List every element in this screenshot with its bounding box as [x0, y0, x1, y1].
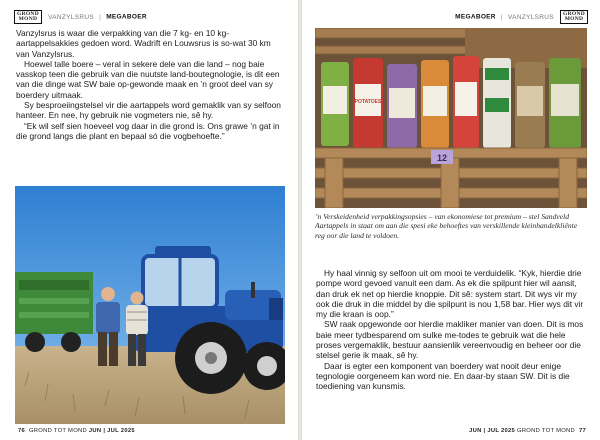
- potato-bag: [515, 62, 545, 148]
- paragraph: Hoewel talle boere – veral in sekere dele van die land – nog baie vasskop teen die gebruik van die nuutste land-boutegnologie, is dit een van die dinge wat SW baie op-gewonde maak en ’n groot deel van sy boerdery uitmaak.: [16, 58, 280, 100]
- issue-date: JUN | JUL 2025: [469, 428, 516, 434]
- category-label: MEGABOER: [455, 13, 496, 21]
- paragraph: Sy besproeiingstelsel vir die aartappels word gemaklik van sy selfoon hanteer. En nee, hy gebruik nie vogmeters nie, sê hy.: [16, 100, 281, 121]
- potato-bag: [453, 56, 479, 148]
- right-page-footer: [469, 428, 588, 434]
- paragraph: “Ek wil self sien hoeveel vog daar in die grond is. Ons grawe ’n gat in die grond langs die plant en bepaal só die vogbehoefte.”: [16, 120, 280, 141]
- left-article-body: [16, 28, 284, 141]
- left-page: [0, 0, 298, 440]
- potato-bag: [321, 62, 349, 146]
- bag-label: POTATOES: [354, 99, 382, 105]
- price-tag-label: 12: [436, 153, 448, 163]
- potato-bags-photo: [315, 28, 587, 208]
- photo-caption: ’n Verskeidenheid verpakkingsopsies – van ekonomiese tot premium – stel Sandveld Aartappels in staat om aan die spesi eke behoeftes van verskillende kleinhandelkliënte reg oor die land te voldoen.: [315, 212, 578, 240]
- section-label: VANZYLSRUS: [48, 13, 94, 21]
- potato-bag: [549, 58, 581, 148]
- page-number: 77: [578, 428, 586, 434]
- left-page-footer: [16, 428, 135, 434]
- page-number: 76: [18, 428, 26, 434]
- issue-date: JUN | JUL 2025: [88, 428, 135, 434]
- price-tag: [431, 150, 453, 164]
- potato-bag: [387, 64, 417, 148]
- magazine-name: GROND TOT MOND: [28, 428, 87, 434]
- section-label: VANZYLSRUS: [508, 13, 554, 21]
- paragraph: Vanzylsrus is waar die verpakking van die 7 kg- en 10 kg-aartappelsakkies gedoen word. Wadrift en Louwsrus is so-wat 30 km van Vanzylsrus.: [16, 28, 271, 59]
- logo-line-2: MOND: [18, 16, 38, 22]
- magazine-logo: [560, 10, 588, 24]
- paragraph: Hy haal vinnig sy selfoon uit om mooi te verduidelik. “Kyk, hierdie drie pompe word gevoed vanuit een dam. As ek die spilpunt hier wil aansit, dan druk ek net op hierdie knoppie. Dit sê: system start. Dit wys vir my ook die druk in die middel by die spilpunt is nou 1,58 bar. Hier wys dit vir my die kraan is oop.”: [316, 268, 584, 320]
- logo-line-1: GROND: [17, 11, 39, 17]
- left-page-header: GROND MOND VANZYLSRUS | MEGABOER: [14, 10, 147, 24]
- logo-line-1: GROND: [563, 11, 585, 17]
- right-page: [302, 0, 600, 440]
- paragraph: SW raak opgewonde oor hierdie makliker manier van doen. Dit is mos baie meer tydbesparend om sulke me-todes te gebruik wat die hele proses vergemaklik, bestuur aansienlik vereenvoudig en beheer oor die stelsel gerie ik maak, sê hy.: [316, 319, 584, 361]
- magazine-name: GROND TOT MOND: [517, 428, 576, 434]
- right-article-body: [316, 268, 588, 392]
- right-page-header: MEGABOER | VANZYLSRUS GROND MOND: [455, 10, 588, 24]
- category-label: MEGABOER: [106, 13, 147, 21]
- potato-bag: [421, 60, 449, 148]
- logo-line-2: MOND: [564, 16, 584, 22]
- potato-bag: [483, 58, 511, 148]
- paragraph: Daar is egter een komponent van boerdery wat nooit deur enige tegnologie oorgeneem kan word nie. En daar-by staan SW. Dit is die toediening van kunsmis.: [316, 360, 570, 392]
- potato-bag: [353, 58, 383, 148]
- magazine-logo: [14, 10, 42, 24]
- farmers-tractor-photo: [15, 186, 285, 424]
